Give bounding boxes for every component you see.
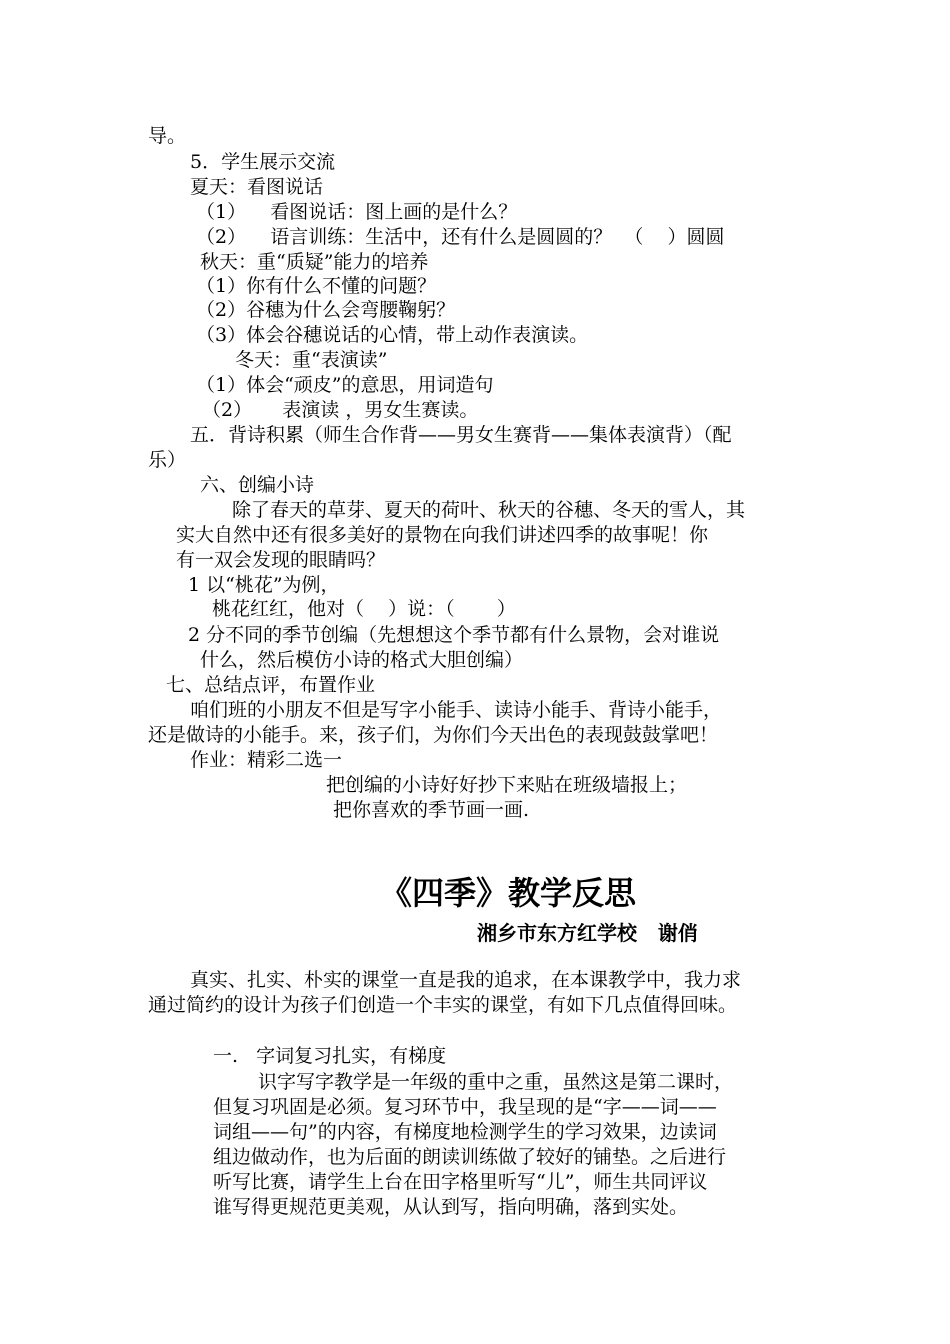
text-line: 5．学生展示交流	[190, 151, 336, 173]
text-line: （3）体会谷穗说话的心情，带上动作表演读。	[196, 324, 589, 346]
text-line: 冬天：重“表演读”	[235, 349, 388, 371]
text-line: 2 分不同的季节创编（先想想这个季节都有什么景物，会对谁说	[188, 624, 720, 646]
section-heading: 七、总结点评，布置作业	[166, 674, 376, 696]
text-line: 把创编的小诗好好抄下来贴在班级墙报上；	[326, 774, 688, 796]
text-line: 除了春天的草芽、夏天的荷叶、秋天的谷穗、冬天的雪人，其	[232, 499, 746, 521]
text-line: 乐）	[148, 449, 187, 471]
text-line: 识字写字教学是一年级的重中之重，虽然这是第二课时，	[258, 1071, 734, 1093]
text-line: （1）体会“顽皮”的意思，用词造句	[196, 374, 494, 396]
text-line: 真实、扎实、朴实的课堂一直是我的追求，在本课教学中，我力求	[190, 969, 742, 991]
text-line: 夏天：看图说话	[190, 176, 324, 198]
text-line: （1） 看图说话：图上画的是什么？	[196, 201, 518, 223]
text-line: （1）你有什么不懂的问题？	[196, 275, 437, 297]
text-line: 桃花红红，他对（ ）说：（ ）	[212, 598, 516, 620]
text-line: 咱们班的小朋友不但是写字小能手、读诗小能手、背诗小能手，	[190, 699, 723, 721]
section-heading: 一. 字词复习扎实，有梯度	[213, 1045, 447, 1067]
page-title: 《四季》教学反思	[380, 874, 637, 912]
text-line: 实大自然中还有很多美好的景物在向我们讲述四季的故事呢！你	[176, 524, 709, 546]
text-line: 还是做诗的小能手。来，孩子们，为你们今天出色的表现鼓鼓掌吧！	[148, 724, 719, 746]
text-line: 但复习巩固是必须。复习环节中，我呈现的是“字——词——	[213, 1096, 717, 1118]
text-line: 导。	[148, 125, 187, 147]
text-line: （2） 语言训练：生活中，还有什么是圆圆的？ （ ）圆圆	[196, 226, 725, 248]
text-line: 听写比赛，请学生上台在田字格里听写“儿”，师生共同评议	[213, 1171, 708, 1193]
text-line: 秋天：重“质疑”能力的培养	[200, 251, 429, 273]
text-line: 组边做动作，也为后面的朗读训练做了较好的铺垫。之后进行	[213, 1146, 727, 1168]
author-line: 湘乡市东方红学校 谢俏	[477, 921, 698, 945]
text-line: 什么，然后模仿小诗的格式大胆创编）	[200, 649, 524, 671]
text-line: 词组——句”的内容，有梯度地检测学生的学习效果，边读词	[213, 1121, 717, 1143]
text-line: 1 以“桃花”为例，	[188, 574, 340, 596]
text-line: 五．背诗积累（师生合作背——男女生赛背——集体表演背）（配	[190, 424, 732, 446]
text-line: 通过简约的设计为孩子们创造一个丰实的课堂，有如下几点值得回味。	[148, 994, 738, 1016]
text-line: 有一双会发现的眼睛吗？	[176, 549, 386, 571]
text-line: 把你喜欢的季节画一画.	[333, 799, 530, 821]
text-line: 作业：精彩二选一	[190, 749, 343, 771]
text-line: （2）谷穗为什么会弯腰鞠躬？	[196, 299, 456, 321]
text-line: （2） 表演读 ，男女生赛读。	[202, 399, 479, 421]
section-heading: 六、创编小诗	[200, 474, 315, 496]
text-line: 谁写得更规范更美观，从认到写，指向明确，落到实处。	[213, 1196, 689, 1218]
